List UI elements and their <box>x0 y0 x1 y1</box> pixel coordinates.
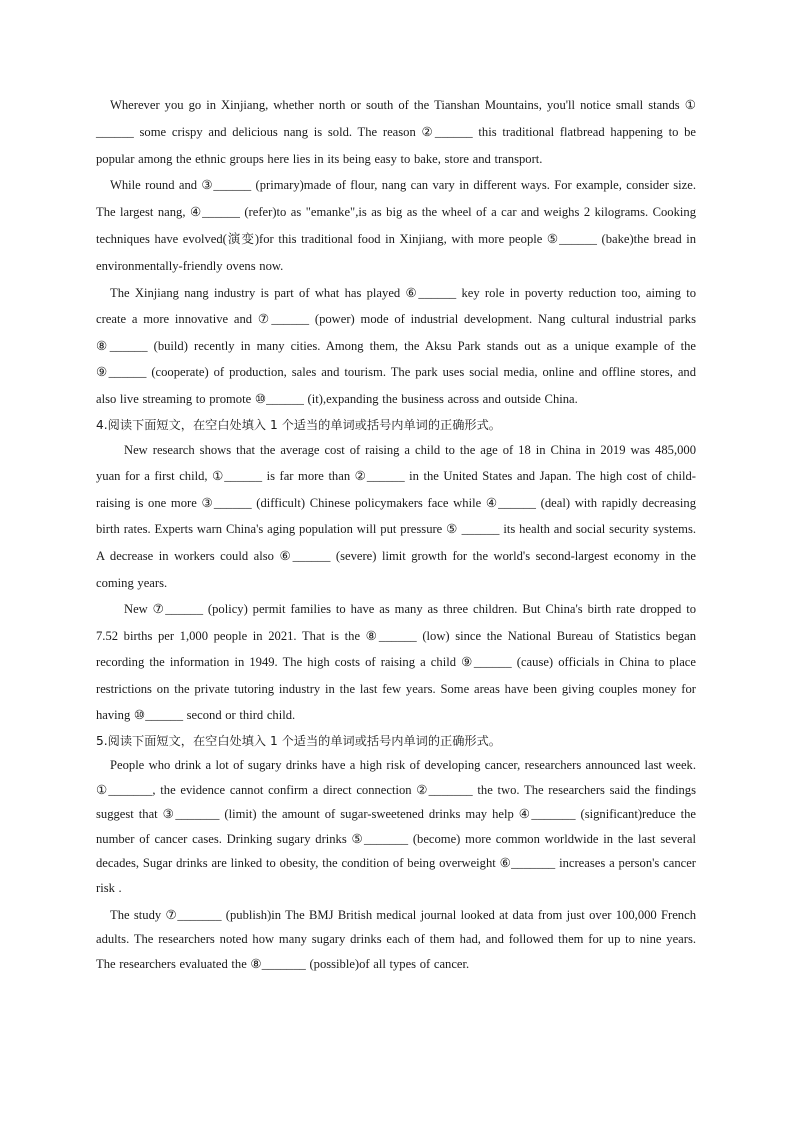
section4-paragraph-1: New research shows that the average cost of raising a child to the age of 18 in China in 2019 was 485,000 yuan for a first child, ①______ is far more than ②______ in the United States and Japan. The high cost of child-raising is one more ③______ (difficult) Chinese policymakers face while ④______ (deal) with rapidly decreasing birth rates. Experts warn China's aging population will put pressure ⑤ ______ its health and social security systems. A decrease in workers could also ⑥______ (severe) limit growth for the world's second-largest economy in the coming years. <box>96 442 696 590</box>
section3-paragraph-2: While round and ③______ (primary)made of flour, nang can vary in different ways. For example, consider size. The largest nang, ④______ (refer)to as "emanke",is as big as the wheel of a car and weighs 2 kilograms. Cooking techniques have evolved(演变)for this traditional food in Xinjiang, with more people ⑤______ (bake)the bread in environmentally-friendly ovens now. <box>96 178 696 273</box>
section4-paragraph-2: New ⑦______ (policy) permit families to have as many as three children. But China's birth rate dropped to 7.52 births per 1,000 people in 2021. That is the ⑧______ (low) since the National Bureau of Statistics began recording the information in 1949. The high costs of raising a child ⑨______ (cause) officials in China to place restrictions on the private tutoring industry in the last few years. Some areas have been giving couples money for having ⑩______ second or third child. <box>96 602 696 723</box>
section5-heading: 5.阅读下面短文，在空白处填入 1 个适当的单词或括号内单词的正确形式。 <box>96 734 501 749</box>
document-page <box>96 92 696 976</box>
section3-paragraph-3: The Xinjiang nang industry is part of what has played ⑥______ key role in poverty reduction too, aiming to create a more innovative and ⑦______ (power) mode of industrial development. Nang cultural industrial parks ⑧______ (build) recently in many cities. Among them, the Aksu Park stands out as a unique example of the ⑨______ (cooperate) of production, sales and tourism. The park uses social media, online and offline stores, and also live streaming to promote ⑩______ (it),expanding the business across and outside China. <box>96 285 696 406</box>
section5-paragraph-2: The study ⑦_______ (publish)in The BMJ British medical journal looked at data from just over 100,000 French adults. The researchers noted how many sugary drinks each of them had, and followed them for up to nine years. The researchers evaluated the ⑧_______ (possible)of all types of cancer. <box>96 907 696 971</box>
section5-paragraph-1: People who drink a lot of sugary drinks have a high risk of developing cancer, researchers announced last week. ①_______, the evidence cannot confirm a direct connection ②_______ the two. The researchers said the findings suggest that ③_______ (limit) the amount of sugar-sweetened drinks may help ④_______ (significant)reduce the number of cancer cases. Drinking sugary drinks ⑤_______ (become) more common worldwide in the last several decades, Sugar drinks are linked to obesity, the condition of being overweight ⑥_______ increases a person's cancer risk . <box>96 758 696 896</box>
section4-heading: 4.阅读下面短文，在空白处填入 1 个适当的单词或括号内单词的正确形式。 <box>96 417 501 432</box>
section3-paragraph-1: Wherever you go in Xinjiang, whether north or south of the Tianshan Mountains, you'll notice small stands ① ______ some crispy and delicious nang is sold. The reason ②______ this traditional flatbread happening to be popular among the ethnic groups here lies in its being easy to bake, store and transport. <box>96 98 696 166</box>
